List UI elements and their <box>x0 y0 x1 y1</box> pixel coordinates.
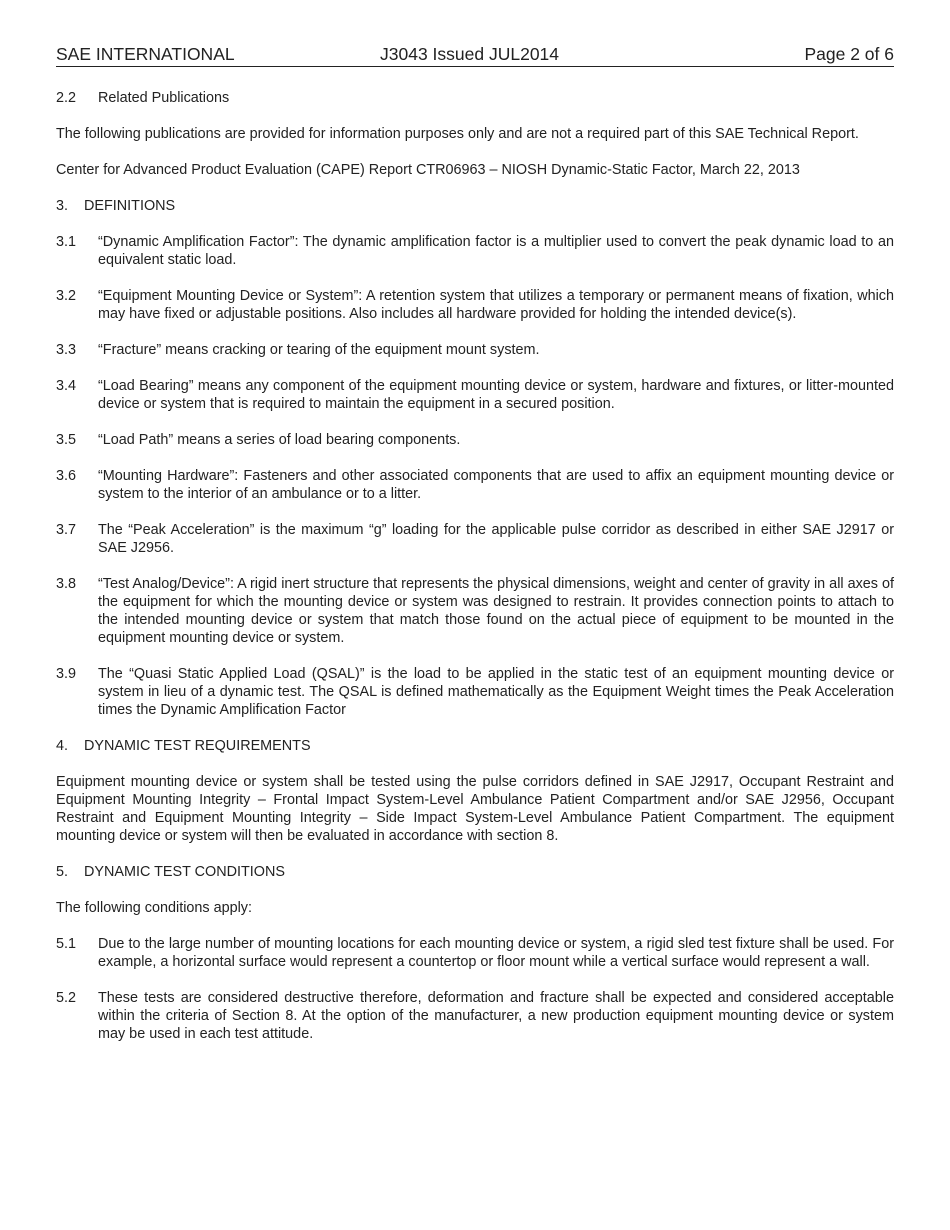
section-4-heading <box>56 737 894 755</box>
item-text: These tests are considered destructive therefore, deformation and fracture shall be expected and considered acceptable within the criteria of Section 8. At the option of the manufacturer, a new production equipment mounting device or system may be used in each test attitude. <box>98 990 894 1042</box>
item-number: 3.4 <box>56 378 77 394</box>
item-text: The “Quasi Static Applied Load (QSAL)” is the load to be applied in the static test of an equipment mounting device or system in lieu of a dynamic test. The QSAL is defined mathematically as the Equipment Weight times the Peak Acceleration times the Dynamic Amplification Factor <box>98 666 894 718</box>
section-title: Related Publications <box>98 90 230 106</box>
item-number: 5.1 <box>56 936 77 952</box>
section-4-body: Equipment mounting device or system shall be tested using the pulse corridors defined in SAE J2917, Occupant Restraint and Equipment Mounting Integrity – Frontal Impact System-Level Ambulance Patient Compartment and/or SAE J2956, Occupant Restraint and Equipment Mounting Integrity – Side Impact System-Level Ambulance Patient Compartment. The equipment mounting device or system will then be evaluated in accordance with section 8. <box>56 774 894 844</box>
section-title: DYNAMIC TEST REQUIREMENTS <box>84 738 311 754</box>
item-number: 3.1 <box>56 234 77 250</box>
item-number: 5.2 <box>56 990 77 1006</box>
page-header <box>56 44 894 67</box>
section-number: 4. <box>56 738 69 754</box>
section-5-heading <box>56 863 894 881</box>
section-title: DEFINITIONS <box>84 198 176 214</box>
header-doc-id: J3043 Issued JUL2014 <box>380 44 560 64</box>
item-number: 3.8 <box>56 576 77 592</box>
section-number: 2.2 <box>56 90 77 106</box>
definition-item <box>56 575 894 647</box>
item-number: 3.7 <box>56 522 77 538</box>
header-org: SAE INTERNATIONAL <box>56 44 235 64</box>
item-number: 3.9 <box>56 666 77 682</box>
definition-item <box>56 341 894 359</box>
section-number: 3. <box>56 198 69 214</box>
item-text: The “Peak Acceleration” is the maximum “g” loading for the applicable pulse corridor as described in either SAE J2917 or SAE J2956. <box>98 522 894 556</box>
definition-item <box>56 431 894 449</box>
section-5-intro: The following conditions apply: <box>56 900 252 916</box>
section-title: DYNAMIC TEST CONDITIONS <box>84 864 285 880</box>
item-text: Due to the large number of mounting locations for each mounting device or system, a rigid sled test fixture shall be used. For example, a horizontal surface would represent a countertop or floor mount while a vertical surface would represent a wall. <box>98 936 894 970</box>
definition-item <box>56 521 894 557</box>
definition-item <box>56 665 894 719</box>
item-text: “Load Path” means a series of load bearing components. <box>98 432 461 448</box>
item-number: 3.2 <box>56 288 77 304</box>
header-page-number: Page 2 of 6 <box>804 44 894 64</box>
section-2-2-intro: The following publications are provided for information purposes only and are not a required part of this SAE Technical Report. <box>56 126 859 142</box>
section-number: 5. <box>56 864 69 880</box>
condition-item <box>56 935 894 971</box>
item-text: “Fracture” means cracking or tearing of the equipment mount system. <box>98 342 540 358</box>
item-text: “Equipment Mounting Device or System”: A retention system that utilizes a temporary or permanent means of fixation, which may have fixed or adjustable positions. Also includes all hardware provided for holding the intended device(s). <box>98 288 894 322</box>
item-text: “Load Bearing” means any component of the equipment mounting device or system, hardware and fixtures, or litter-mounted device or system that is required to maintain the equipment in a secured position. <box>98 378 894 412</box>
item-number: 3.3 <box>56 342 77 358</box>
condition-item <box>56 989 894 1043</box>
definition-item <box>56 467 894 503</box>
section-2-2-reference: Center for Advanced Product Evaluation (CAPE) Report CTR06963 – NIOSH Dynamic-Static Factor, March 22, 2013 <box>56 162 800 178</box>
item-text: “Test Analog/Device”: A rigid inert structure that represents the physical dimensions, weight and center of gravity in all axes of the equipment for which the mounting device or system was designed to restrain. It provides connection points to attach to the intended mounting device or system that match those found on the actual piece of equipment to be mounted in the equipment mounting device or system. <box>98 576 894 646</box>
section-3-heading <box>56 197 894 215</box>
document-body <box>56 89 894 1043</box>
section-2-2-heading <box>56 89 894 107</box>
definition-item <box>56 233 894 269</box>
item-number: 3.6 <box>56 468 77 484</box>
definition-item <box>56 377 894 413</box>
definition-item <box>56 287 894 323</box>
document-page <box>56 44 894 1043</box>
item-text: “Mounting Hardware”: Fasteners and other associated components that are used to affix an equipment mounting device or system to the interior of an ambulance or to a litter. <box>98 468 894 502</box>
item-number: 3.5 <box>56 432 77 448</box>
item-text: “Dynamic Amplification Factor”: The dynamic amplification factor is a multiplier used to convert the peak dynamic load to an equivalent static load. <box>98 234 894 268</box>
